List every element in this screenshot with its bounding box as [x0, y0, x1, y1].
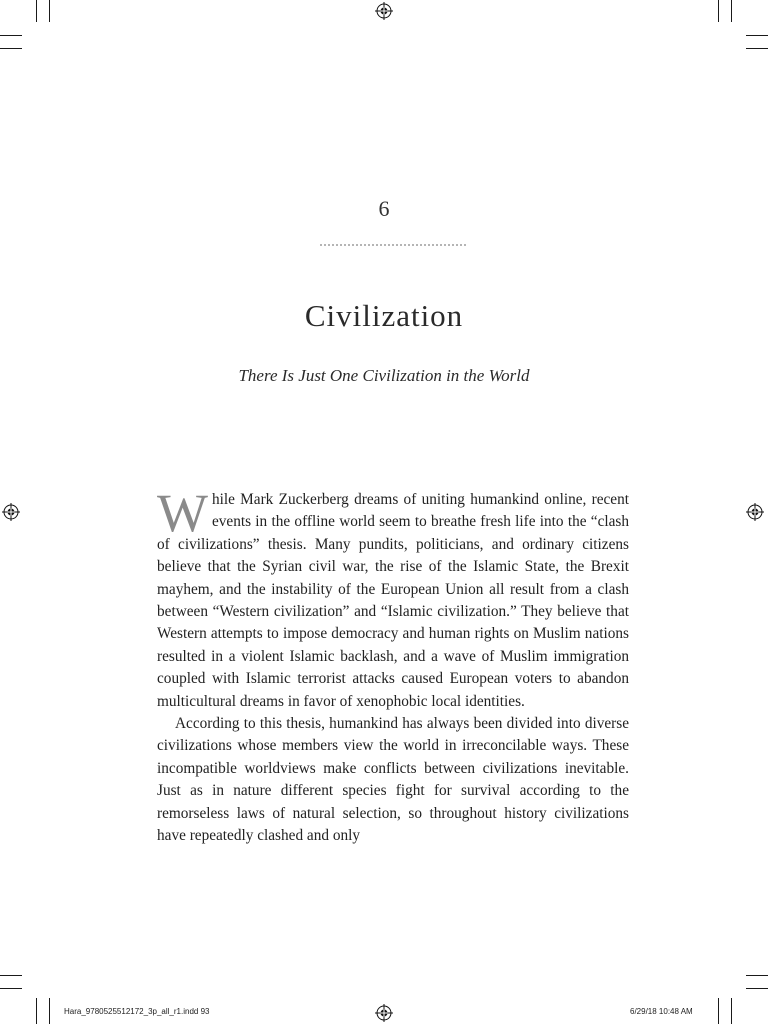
- crop-mark: [49, 0, 50, 22]
- chapter-subtitle: There Is Just One Civilization in the World: [238, 366, 530, 385]
- registration-mark-icon: [746, 503, 764, 521]
- ornamental-divider: [320, 244, 466, 246]
- registration-mark-icon: [2, 503, 20, 521]
- paragraph: According to this thesis, humankind has always been divided into diverse civilizations whose members view the world in irreconcilable ways. These incompatible worldviews make conflicts between civilizations inevitable. Just as in nature different species fight for survival according to the remorseless laws of natural selection, so throughout history civilizations have repeatedly clashed and only: [157, 715, 629, 845]
- registration-mark-icon: [375, 2, 393, 20]
- registration-mark-icon: [375, 1004, 393, 1022]
- crop-mark: [0, 988, 22, 989]
- chapter-title: Civilization: [304, 298, 464, 333]
- crop-mark: [731, 998, 732, 1024]
- slug-timestamp: 6/29/18 10:48 AM: [630, 1007, 693, 1016]
- crop-mark: [746, 988, 768, 989]
- crop-mark: [746, 35, 768, 36]
- crop-mark: [49, 998, 50, 1024]
- crop-mark: [746, 975, 768, 976]
- chapter-number: 6: [378, 196, 390, 221]
- crop-mark: [0, 975, 22, 976]
- crop-mark: [746, 48, 768, 49]
- crop-mark: [0, 35, 22, 36]
- crop-mark: [36, 998, 37, 1024]
- crop-mark: [36, 0, 37, 22]
- crop-mark: [718, 998, 719, 1024]
- slug-filename: Hara_9780525512172_3p_all_r1.indd 93: [64, 1007, 210, 1016]
- crop-mark: [718, 0, 719, 22]
- crop-mark: [731, 0, 732, 22]
- paragraph: [157, 483, 629, 713]
- body-text: [157, 483, 629, 848]
- paragraph-text: hile Mark Zuckerberg dreams of uniting humankind online, recent events in the offline world seem to breathe fresh life into the “clash of civilizations” thesis. Many pundits, politicians, and ordinary citizens believe that the Syrian civil war, the rise of the Islamic State, the Brexit mayhem, and the instability of the European Union all result from a clash between “Western civilization” and “Islamic civilization.” They believe that Western attempts to impose democracy and human rights on Muslim nations resulted in a violent Islamic backlash, and a wave of Muslim immigration coupled with Islamic terrorist attacks caused European voters to abandon multicultural dreams in favor of xenophobic local identities.: [157, 491, 629, 710]
- drop-cap: W: [157, 483, 208, 543]
- crop-mark: [0, 48, 22, 49]
